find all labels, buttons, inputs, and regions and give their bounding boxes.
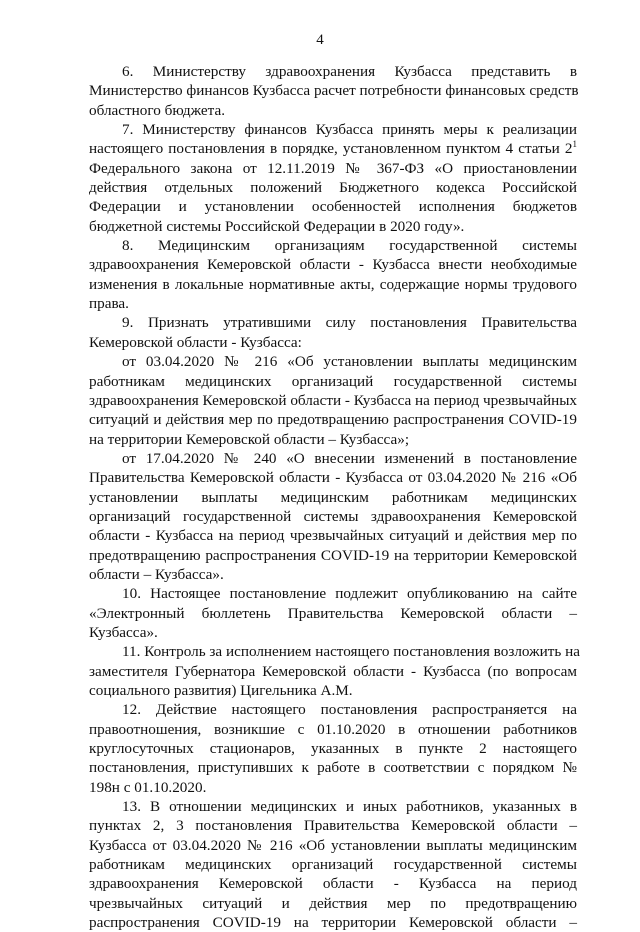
paragraph-9 xyxy=(89,313,577,352)
text-line: Кемеровской области - Кузбасса: xyxy=(89,333,302,351)
paragraph-6 xyxy=(89,62,577,120)
text-line: области – Кузбасса». xyxy=(89,565,224,583)
document-body xyxy=(89,62,580,932)
text-line: правоотношения, возникшие с 01.10.2020 в отношении работников xyxy=(89,720,577,738)
text-line: от 17.04.2020 № 240 «О внесении изменений в постановление xyxy=(122,449,577,467)
text-line: 198н с 01.10.2020. xyxy=(89,778,207,796)
text-line: области - Кузбасса на период чрезвычайных ситуаций и действия мер по xyxy=(89,527,577,545)
text-line: Правительства Кемеровской области - Кузбасса от 03.04.2020 № 216 «Об xyxy=(89,469,577,487)
text-line: организаций государственной системы здравоохранения Кемеровской xyxy=(89,507,577,525)
text-line: изменения в локальные нормативные акты, содержащие нормы трудового xyxy=(89,275,577,293)
text-line: областного бюджета. xyxy=(89,101,226,119)
text-line: работникам медицинских организаций государственной системы xyxy=(89,856,577,874)
text-line: 7. Министерству финансов Кузбасса принять меры к реализации xyxy=(122,121,577,139)
text-line: 8. Медицинским организациям государственной системы xyxy=(122,237,577,255)
text-line: действия отдельных положений Бюджетного кодекса Российской xyxy=(89,179,577,197)
paragraph-11 xyxy=(89,642,580,700)
text-line: 9. Признать утратившими силу постановления Правительства xyxy=(122,314,577,332)
text-line: здравоохранения Кемеровской области - Кузбасса на период чрезвычайных xyxy=(89,391,577,409)
text-line: от 03.04.2020 № 216 «Об установлении выплаты медицинским xyxy=(122,353,577,371)
text-line: Кузбасса». xyxy=(89,623,158,641)
paragraph-9-item-1 xyxy=(89,352,577,449)
text-line: социального развития) Цигельника А.М. xyxy=(89,682,353,699)
paragraph-7 xyxy=(89,120,577,236)
paragraph-13 xyxy=(89,797,577,932)
text-line: 11. Контроль за исполнением настоящего постановления возложить на xyxy=(122,643,580,661)
page-number: 4 xyxy=(316,32,324,48)
text-line: 12. Действие настоящего постановления распространяется на xyxy=(122,701,577,719)
superscript-1: 1 xyxy=(572,139,577,150)
paragraph-12 xyxy=(89,700,577,797)
text-line: на территории Кемеровской области – Кузбасса»; xyxy=(89,430,410,448)
text-line: пунктах 2, 3 постановления Правительства Кемеровской области – xyxy=(89,817,577,835)
text-line: 6. Министерству здравоохранения Кузбасса представить в xyxy=(122,63,577,80)
paragraph-9-item-2 xyxy=(89,449,577,584)
text-line: Федерального закона от 12.11.2019 № 367-ФЗ «О приостановлении xyxy=(89,159,577,177)
text-line: 13. В отношении медицинских и иных работников, указанных в xyxy=(122,798,577,816)
text-line: предотвращению распространения COVID-19 на территории Кемеровской xyxy=(89,546,577,564)
text-line: «Электронный бюллетень Правительства Кемеровской области – xyxy=(89,604,577,622)
text-line: работникам медицинских организаций государственной системы xyxy=(89,372,577,390)
text-line: настоящего постановления в порядке, установленном пунктом 4 статьи 2 xyxy=(89,140,573,158)
text-line: права. xyxy=(89,295,129,313)
text-line: здравоохранения Кемеровской области - Кузбасса на период xyxy=(89,875,577,893)
text-line: чрезвычайных ситуаций и действия мер по предотвращению xyxy=(89,894,577,912)
text-line: распространения COVID-19 на территории Кемеровской области – xyxy=(89,914,577,932)
text-line: постановления, приступивших к работе в соответствии с порядком № xyxy=(89,759,577,777)
text-line: Кузбасса от 03.04.2020 № 216 «Об установлении выплаты медицинским xyxy=(89,836,577,854)
text-line: бюджетной системы Российской Федерации в 2020 году». xyxy=(89,217,465,235)
text-line: Федерации и установлении особенностей исполнения бюджетов xyxy=(89,198,577,216)
text-line: установлении выплаты медицинским работникам медицинских xyxy=(89,488,577,506)
text-line: здравоохранения Кемеровской области - Кузбасса внести необходимые xyxy=(89,256,577,274)
text-line: Министерство финансов Кузбасса расчет потребности финансовых средств xyxy=(89,82,579,100)
text-line: заместителя Губернатора Кемеровской области - Кузбасса (по вопросам xyxy=(89,662,577,680)
paragraph-8 xyxy=(89,236,577,313)
text-line: 10. Настоящее постановление подлежит опубликованию на сайте xyxy=(122,585,577,603)
text-line-with-superscript xyxy=(89,139,577,158)
text-line: ситуаций и действия мер по предотвращению распространения COVID-19 xyxy=(89,411,577,429)
paragraph-10 xyxy=(89,584,577,642)
text-line: круглосуточных стационаров, указанных в пункте 2 настоящего xyxy=(89,740,577,758)
